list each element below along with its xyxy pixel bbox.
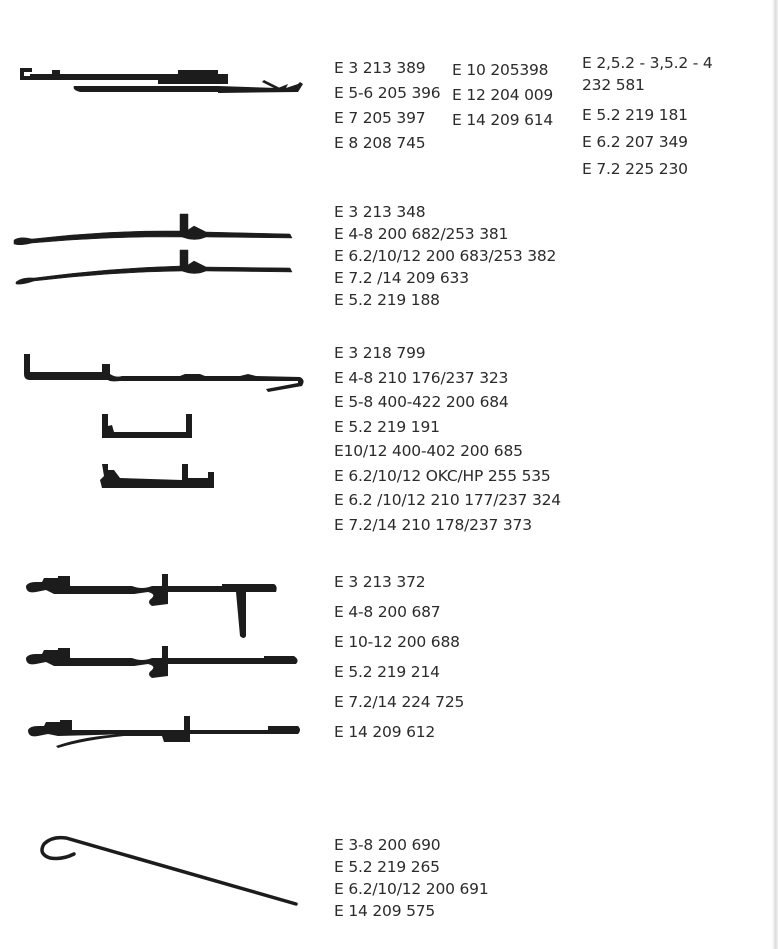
part-number: E 5.2 219 265 <box>334 858 440 876</box>
part-number: E 6.2 207 349 <box>582 133 688 151</box>
part-number: E 4-8 200 682/253 381 <box>334 225 509 243</box>
part-numbers-list <box>334 201 556 311</box>
latch-needle-icon <box>18 62 308 98</box>
part-number: E 4-8 210 176/237 323 <box>334 368 509 387</box>
part-number: E 3 213 372 <box>334 573 426 591</box>
part-number: E 10-12 200 688 <box>334 633 460 651</box>
part-numbers-list <box>334 571 464 743</box>
part-numbers-list <box>334 834 489 922</box>
part-number: E 3 218 799 <box>334 344 426 362</box>
part-number: E 14 209 614 <box>452 111 554 129</box>
pusher-icon <box>20 350 310 395</box>
part-number: E 6.2/10/12 OKC/HP 255 535 <box>334 466 551 485</box>
part-number: E 14 209 575 <box>334 902 436 920</box>
part-number: E 7.2 /14 209 633 <box>334 269 469 287</box>
part-numbers-list <box>334 342 561 536</box>
part-number: E 12 204 009 <box>452 86 554 104</box>
part-number: E 6.2/10/12 200 691 <box>334 880 489 898</box>
part-number: E 6.2/10/12 200 683/253 382 <box>334 247 557 265</box>
part-number: E 5.2 219 191 <box>334 417 440 436</box>
part-number: E 5.2 219 188 <box>334 291 440 309</box>
part-number: E 5.2 219 181 <box>582 106 688 124</box>
part-numbers-col-2 <box>452 59 553 131</box>
part-number: E 10 205398 <box>452 61 549 79</box>
part-number: E 3 213 389 <box>334 59 426 77</box>
part-number: E 5-6 205 396 <box>334 84 441 102</box>
selector-jack-icon <box>24 570 304 750</box>
part-number: E 4-8 200 687 <box>334 603 441 621</box>
page-edge <box>772 0 778 949</box>
part-number: E 2,5.2 - 3,5.2 - 4 <box>582 54 713 72</box>
part-numbers-col-1 <box>334 57 440 154</box>
part-number: 232 581 <box>582 76 645 94</box>
hook-wire-icon <box>36 830 306 910</box>
bracket-icon <box>98 410 228 495</box>
part-number: E 3-8 200 690 <box>334 836 441 854</box>
part-number: E 7.2 225 230 <box>582 160 688 178</box>
part-number: E10/12 400-402 200 685 <box>334 442 523 460</box>
part-number: E 5-8 400-422 200 684 <box>334 393 509 411</box>
part-number: E 7 205 397 <box>334 109 426 127</box>
part-number: E 5.2 219 214 <box>334 663 440 681</box>
part-number: E 7.2/14 224 725 <box>334 693 465 711</box>
sinker-spring-icon <box>10 210 300 290</box>
part-number: E 6.2 /10/12 210 177/237 324 <box>334 491 561 509</box>
part-number: E 3 213 348 <box>334 203 426 221</box>
part-number: E 14 209 612 <box>334 723 436 741</box>
part-number: E 8 208 745 <box>334 134 426 152</box>
part-number: E 7.2/14 210 178/237 373 <box>334 515 532 534</box>
part-numbers-col-3 <box>582 52 713 180</box>
